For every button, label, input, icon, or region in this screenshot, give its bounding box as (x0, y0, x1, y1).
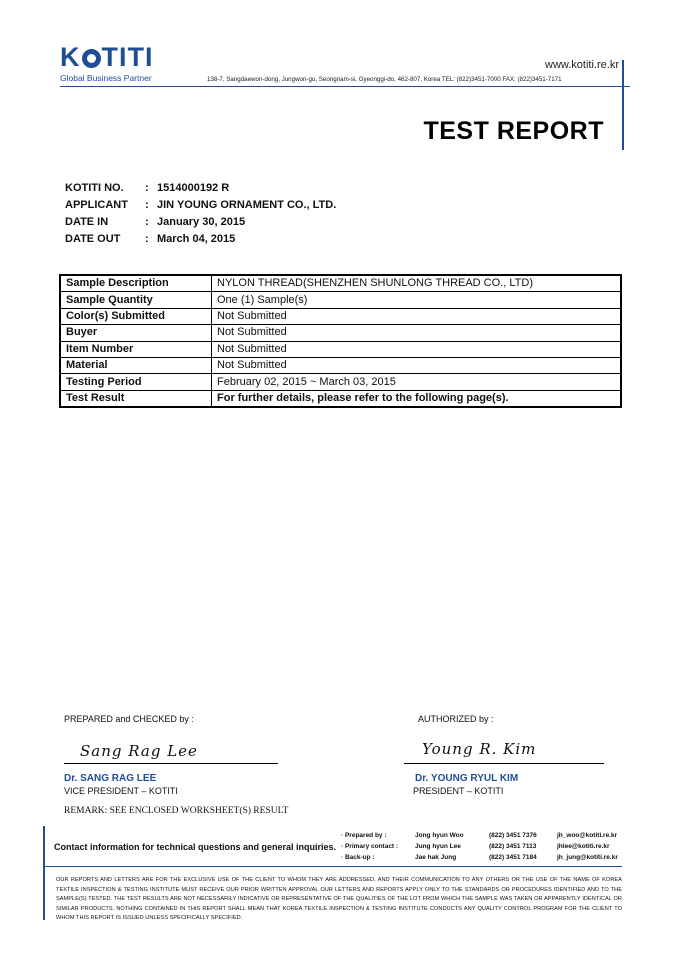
info-label: APPLICANT (65, 199, 128, 211)
kotiti-logo: K TITI (60, 42, 154, 72)
contact-title: Contact information for technical questions and general inquiries. (54, 842, 337, 852)
contact-role: · Primary contact : (341, 843, 399, 850)
prepared-name: Dr. SANG RAG LEE (64, 773, 157, 784)
authorized-name: Dr. YOUNG RYUL KIM (415, 773, 519, 784)
list-item (341, 841, 618, 852)
table-value: February 02, 2015 ~ March 03, 2015 (212, 374, 622, 390)
table-value: For further details, please refer to the following page(s). (212, 390, 622, 407)
authorized-by-label: AUTHORIZED by : (418, 714, 494, 724)
table-label: Test Result (60, 390, 212, 407)
info-row-kotiti-no (65, 180, 336, 197)
contact-name: Jong hyun Woo (415, 832, 464, 839)
table-label: Sample Description (60, 275, 212, 292)
contact-name: Jae hak Jung (415, 854, 457, 861)
table-value: Not Submitted (212, 325, 622, 341)
info-row-date-out (65, 231, 336, 248)
table-value: Not Submitted (212, 357, 622, 373)
table-row (60, 325, 621, 341)
table-row (60, 341, 621, 357)
contact-divider (44, 866, 622, 867)
table-label: Sample Quantity (60, 292, 212, 308)
table-label: Material (60, 357, 212, 373)
prepared-title: VICE PRESIDENT – KOTITI (64, 786, 178, 796)
sample-info-table (59, 274, 622, 408)
report-info (65, 180, 336, 248)
info-row-applicant (65, 197, 336, 214)
contact-email: jhlee@kotiti.re.kr (557, 843, 610, 850)
contact-phone: (822) 3451 7184 (489, 854, 537, 861)
table-value: Not Submitted (212, 341, 622, 357)
table-row (60, 308, 621, 324)
legal-disclaimer: OUR REPORTS AND LETTERS ARE FOR THE EXCLUSIVE USE OF THE CLIENT TO WHOM THEY ARE ADDRESSED, AND THEIR COMMUNICATION TO ANY OTHERS OR THE USE OF THE NAME OF KOREA TEXTILE INSPECTION & TESTING INSTITUTE MUST RECEIVE OUR PRIOR WRITTEN APPROVAL OUR LETTERS AND REPORTS APPLY ONLY TO THE STANDARDS OR PROCEDURES IDENTIFIED AND TO THE SAMPLE(S) TESTED. THE TEST RESULTS ARE NOT NECESSARILY INDICATIVE OR REPRESENTATIVE OF THE QUALITIES OF THE LOT FROM WHICH THE SAMPLE WAS TAKEN OR APPARENTLY IDENTICAL OR SIMILAR PRODUCTS. NOTHING CONTAINED IN THIS REPORT SHALL MEAN THAT KOREA TEXTILE INSPECTION & TESTING INSTITUTE CONDUCTS ANY QUALITY CONTROL PROGRAM FOR THE CLIENT TO WHOM THIS REPORT IS ISSUED UNLESS SPECIFICALLY SPECIFIED. (56, 877, 622, 921)
logo-ring-icon (82, 49, 101, 68)
table-label: Color(s) Submitted (60, 308, 212, 324)
table-row (60, 390, 621, 407)
website-url: www.kotiti.re.kr (545, 59, 619, 71)
logo-tagline: Global Business Partner (60, 73, 152, 83)
table-value: NYLON THREAD(SHENZHEN SHUNLONG THREAD CO., LTD) (212, 275, 622, 292)
contact-phone: (822) 3451 7376 (489, 832, 537, 839)
header-accent-bar (622, 60, 624, 150)
table-row (60, 374, 621, 390)
info-colon: : (145, 216, 149, 228)
contact-role: · Back-up : (341, 854, 375, 861)
info-value: JIN YOUNG ORNAMENT CO., LTD. (157, 199, 337, 211)
info-row-date-in (65, 214, 336, 231)
company-address: 138-7, Sangdaewon-dong, Jungwon-gu, Seongnam-si, Gyeonggi-do, 462-807, Korea TEL: (822)3451-7000 FAX: (822)3451-7171 (207, 76, 562, 83)
info-value: January 30, 2015 (157, 216, 246, 228)
page-title: TEST REPORT (423, 117, 604, 145)
contact-phone: (822) 3451 7113 (489, 843, 537, 850)
contact-list (341, 830, 618, 863)
info-colon: : (145, 199, 149, 211)
table-value: One (1) Sample(s) (212, 292, 622, 308)
table-row (60, 357, 621, 373)
table-row (60, 292, 621, 308)
prepared-signature-line (64, 763, 278, 764)
authorized-title: PRESIDENT – KOTITI (413, 786, 504, 796)
contact-email: jh_jung@kotiti.re.kr (557, 854, 618, 861)
info-label: DATE OUT (65, 233, 121, 245)
info-value: March 04, 2015 (157, 233, 236, 245)
info-label: KOTITI NO. (65, 182, 124, 194)
info-colon: : (145, 182, 149, 194)
list-item (341, 830, 618, 841)
list-item (341, 852, 618, 863)
table-label: Testing Period (60, 374, 212, 390)
authorized-signature-line (404, 763, 604, 764)
header-divider (60, 86, 630, 87)
remark-text: REMARK: SEE ENCLOSED WORKSHEET(S) RESULT (64, 806, 289, 816)
contact-email: jh_woo@kotiti.re.kr (557, 832, 618, 839)
info-label: DATE IN (65, 216, 109, 228)
prepared-signature: Sang Rag Lee (80, 742, 198, 760)
authorized-signature: Young R. Kim (422, 740, 537, 758)
table-row (60, 275, 621, 292)
table-value: Not Submitted (212, 308, 622, 324)
info-value: 1514000192 R (157, 182, 230, 194)
table-label: Item Number (60, 341, 212, 357)
contact-accent-bar (43, 826, 45, 920)
info-colon: : (145, 233, 149, 245)
contact-role: · Prepared by : (341, 832, 387, 839)
prepared-by-label: PREPARED and CHECKED by : (64, 714, 194, 724)
table-label: Buyer (60, 325, 212, 341)
contact-name: Jung hyun Lee (415, 843, 461, 850)
